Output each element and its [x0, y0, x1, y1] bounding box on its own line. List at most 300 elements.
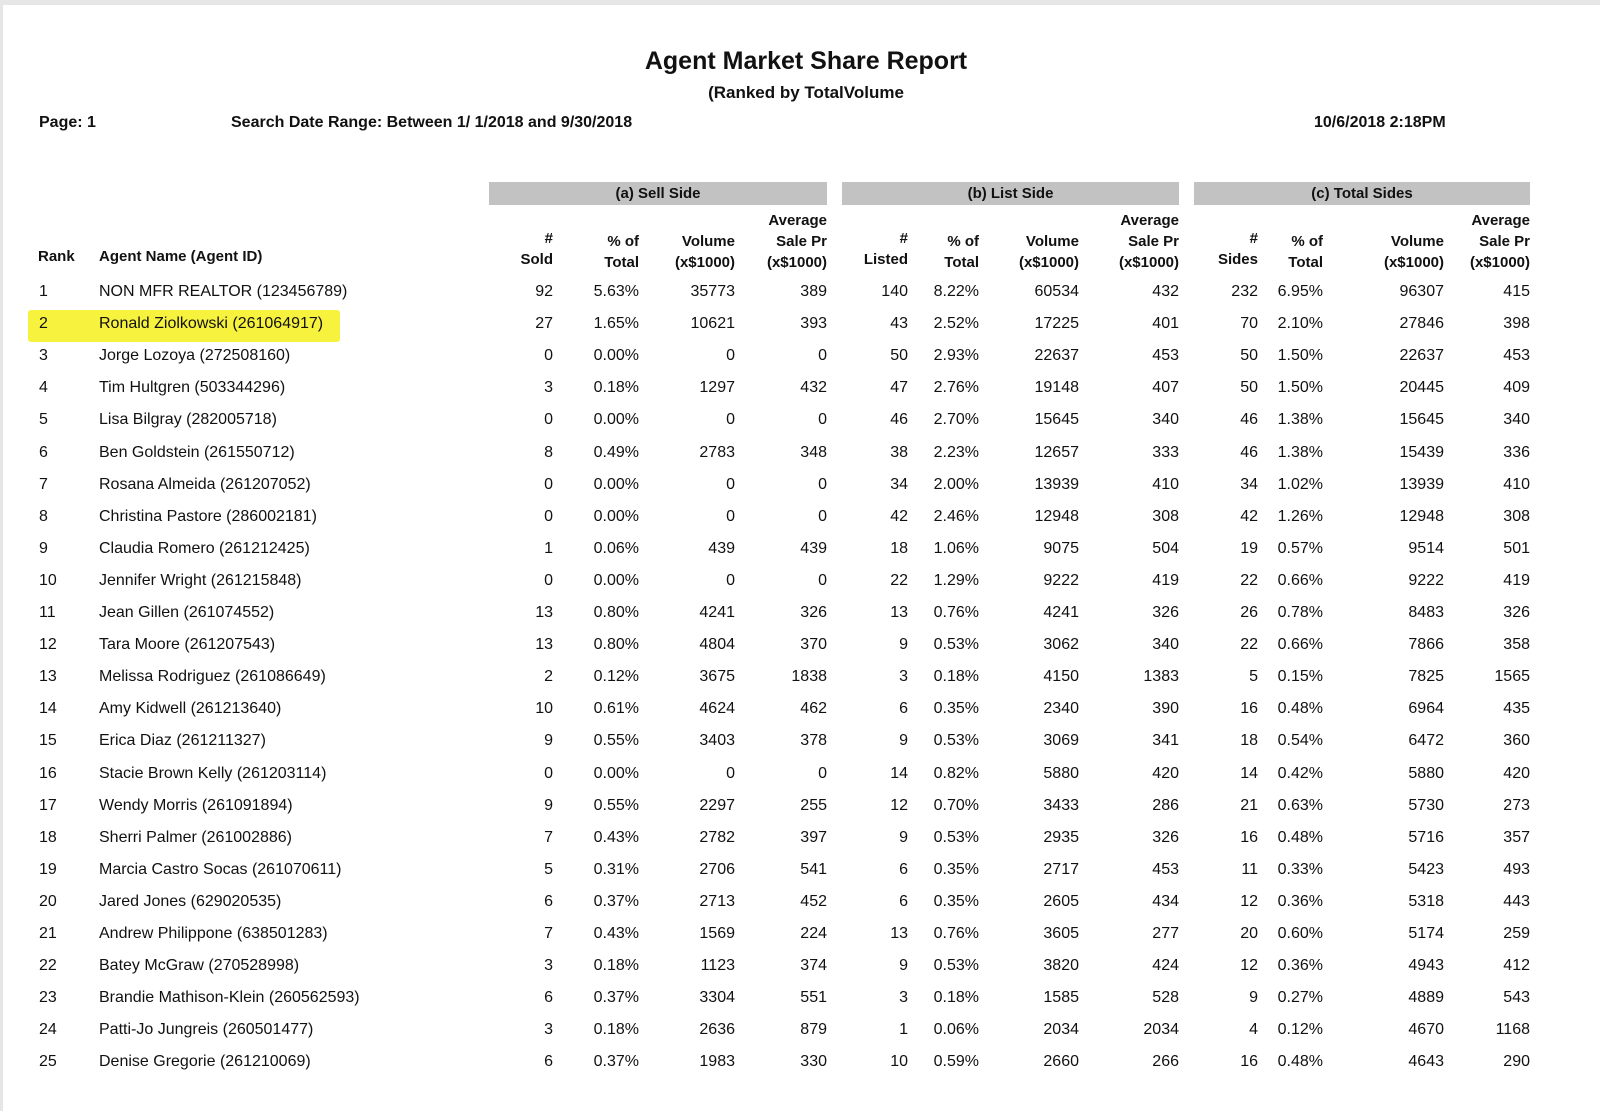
sides-cell: 12 — [1240, 892, 1258, 910]
list-pct-cell: 1.29% — [933, 571, 979, 589]
total-pct-cell: 0.12% — [1277, 1021, 1323, 1039]
total-volume-cell: 7866 — [1408, 636, 1444, 654]
column-header-line: # — [1249, 230, 1258, 247]
agent-name-cell: Batey McGraw (270528998) — [99, 957, 300, 975]
sold-cell: 27 — [535, 315, 553, 333]
sell-pct-cell: 0.80% — [593, 636, 639, 654]
sell-pct-cell: 0.80% — [593, 604, 639, 621]
total-pct-cell: 0.63% — [1277, 796, 1323, 814]
group-header-sell-side: (a) Sell Side — [489, 182, 827, 205]
list-avg-price-cell: 266 — [1152, 1053, 1179, 1071]
sell-avg-price-cell: 370 — [800, 636, 827, 654]
total-avg-price-cell: 415 — [1503, 283, 1530, 300]
sell-avg-price-cell: 879 — [800, 1021, 827, 1039]
list-pct-cell: 2.23% — [933, 443, 979, 461]
column-header-line: # — [899, 230, 908, 247]
list-pct-cell: 2.93% — [933, 347, 979, 365]
table-row — [3, 439, 1600, 469]
sold-cell: 0 — [544, 764, 553, 782]
list-volume-cell: 3605 — [1043, 925, 1079, 942]
sell-volume-cell: 3675 — [699, 668, 735, 686]
sides-cell: 34 — [1240, 475, 1258, 493]
column-header-line: % of — [1291, 233, 1323, 250]
total-avg-price-cell: 273 — [1503, 796, 1530, 814]
column-header-sell-avg-price — [767, 210, 827, 273]
column-header-line: (x$1000) — [1018, 254, 1079, 271]
sold-cell: 92 — [535, 283, 553, 300]
rank-cell: 20 — [39, 892, 57, 910]
page-number: Page: 1 — [39, 114, 96, 131]
total-avg-price-cell: 493 — [1503, 860, 1530, 878]
sold-cell: 9 — [544, 796, 553, 814]
sell-pct-cell: 0.00% — [593, 411, 639, 429]
agent-name-cell: Denise Gregorie (261210069) — [99, 1053, 311, 1071]
rank-cell: 14 — [39, 700, 57, 718]
rank-cell: 15 — [39, 732, 57, 750]
sell-avg-price-cell: 1838 — [791, 668, 827, 686]
table-row — [3, 695, 1600, 725]
total-pct-cell: 0.48% — [1277, 828, 1323, 846]
table-row — [3, 856, 1600, 886]
table-row — [3, 503, 1600, 533]
table-row — [3, 663, 1600, 693]
list-pct-cell: 0.59% — [933, 1053, 979, 1071]
list-avg-price-cell: 407 — [1152, 379, 1179, 397]
column-header-line: Volume — [1390, 233, 1444, 250]
sell-pct-cell: 0.61% — [593, 700, 639, 718]
sell-avg-price-cell: 452 — [800, 892, 827, 910]
list-avg-price-cell: 286 — [1152, 796, 1179, 814]
agent-name-cell: Andrew Philippone (638501283) — [99, 925, 328, 942]
total-avg-price-cell: 420 — [1503, 764, 1530, 782]
agent-name-cell: Jared Jones (629020535) — [99, 892, 282, 910]
report-title: Agent Market Share Report — [644, 47, 968, 75]
column-header-line: (x$1000) — [1118, 254, 1179, 271]
total-pct-cell: 0.33% — [1277, 860, 1323, 878]
list-pct-cell: 0.35% — [933, 892, 979, 910]
listed-cell: 47 — [890, 379, 908, 397]
list-volume-cell: 2605 — [1043, 892, 1079, 910]
group-header-list-side: (b) List Side — [842, 182, 1179, 205]
sell-volume-cell: 0 — [726, 764, 735, 782]
sell-volume-cell: 2782 — [699, 828, 735, 846]
listed-cell: 13 — [890, 604, 908, 621]
column-header-total-volume — [1384, 231, 1444, 273]
total-pct-cell: 1.38% — [1277, 411, 1323, 429]
rank-cell: 9 — [39, 539, 48, 557]
list-avg-price-cell: 453 — [1152, 347, 1179, 365]
agent-name-cell: Wendy Morris (261091894) — [99, 796, 293, 814]
list-volume-cell: 4241 — [1043, 604, 1079, 621]
total-avg-price-cell: 1565 — [1494, 668, 1530, 686]
sold-cell: 13 — [535, 604, 553, 621]
total-avg-price-cell: 358 — [1503, 636, 1530, 654]
sold-cell: 6 — [544, 1053, 553, 1071]
listed-cell: 3 — [899, 989, 908, 1007]
rank-cell: 4 — [39, 379, 48, 397]
sell-pct-cell: 0.55% — [593, 796, 639, 814]
list-pct-cell: 0.53% — [933, 957, 979, 975]
agent-name-cell: Marcia Castro Socas (261070611) — [99, 860, 342, 878]
table-row — [3, 727, 1600, 757]
sold-cell: 3 — [544, 1021, 553, 1039]
listed-cell: 46 — [890, 411, 908, 429]
column-header-listed — [864, 228, 908, 270]
rank-cell: 10 — [39, 571, 57, 589]
list-volume-cell: 3062 — [1043, 636, 1079, 654]
list-avg-price-cell: 326 — [1152, 828, 1179, 846]
total-volume-cell: 13939 — [1399, 475, 1444, 493]
agent-name-cell: Amy Kidwell (261213640) — [99, 700, 282, 718]
report-subtitle: (Ranked by TotalVolume — [708, 83, 904, 102]
sides-cell: 21 — [1240, 796, 1258, 814]
list-volume-cell: 15645 — [1034, 411, 1079, 429]
sell-pct-cell: 0.43% — [593, 925, 639, 942]
column-header-line: (x$1000) — [766, 254, 827, 271]
total-pct-cell: 0.15% — [1277, 668, 1323, 686]
list-avg-price-cell: 1383 — [1143, 668, 1179, 686]
table-row — [3, 1048, 1600, 1078]
sell-volume-cell: 0 — [726, 571, 735, 589]
rank-cell: 13 — [39, 668, 57, 686]
list-volume-cell: 2717 — [1043, 860, 1079, 878]
list-volume-cell: 4150 — [1043, 668, 1079, 686]
list-pct-cell: 0.18% — [933, 989, 979, 1007]
agent-name-cell: Christina Pastore (286002181) — [99, 507, 317, 525]
total-volume-cell: 5423 — [1408, 860, 1444, 878]
sell-avg-price-cell: 348 — [800, 443, 827, 461]
agent-name-cell: Tim Hultgren (503344296) — [99, 379, 286, 397]
list-avg-price-cell: 340 — [1152, 411, 1179, 429]
sell-volume-cell: 3304 — [699, 989, 735, 1007]
table-row — [3, 984, 1600, 1014]
total-pct-cell: 1.26% — [1277, 507, 1323, 525]
sell-avg-price-cell: 439 — [800, 539, 827, 557]
listed-cell: 9 — [899, 636, 908, 654]
sides-cell: 46 — [1240, 443, 1258, 461]
total-pct-cell: 1.50% — [1277, 347, 1323, 365]
list-pct-cell: 0.53% — [933, 636, 979, 654]
column-header-line: Average — [1120, 212, 1179, 229]
column-header-total-pct — [1288, 231, 1323, 273]
total-volume-cell: 5730 — [1408, 796, 1444, 814]
sell-pct-cell: 0.00% — [593, 507, 639, 525]
list-avg-price-cell: 2034 — [1143, 1021, 1179, 1039]
list-volume-cell: 1585 — [1043, 989, 1079, 1007]
total-volume-cell: 5318 — [1408, 892, 1444, 910]
sell-avg-price-cell: 378 — [800, 732, 827, 750]
sold-cell: 0 — [544, 571, 553, 589]
listed-cell: 3 — [899, 668, 908, 686]
list-volume-cell: 9222 — [1043, 571, 1079, 589]
agent-name-cell: Jorge Lozoya (272508160) — [99, 347, 291, 365]
column-header-sides — [1218, 228, 1258, 270]
list-volume-cell: 5880 — [1043, 764, 1079, 782]
list-volume-cell: 12657 — [1034, 443, 1079, 461]
list-avg-price-cell: 410 — [1152, 475, 1179, 493]
column-header-agent: Agent Name (Agent ID) — [99, 248, 263, 265]
list-avg-price-cell: 390 — [1152, 700, 1179, 718]
sell-avg-price-cell: 462 — [800, 700, 827, 718]
print-timestamp: 10/6/2018 2:18PM — [1314, 114, 1446, 131]
list-pct-cell: 0.53% — [933, 828, 979, 846]
listed-cell: 14 — [890, 764, 908, 782]
sell-avg-price-cell: 0 — [818, 347, 827, 365]
rank-cell: 3 — [39, 347, 48, 365]
listed-cell: 6 — [899, 892, 908, 910]
rank-cell: 7 — [39, 475, 48, 493]
sell-avg-price-cell: 389 — [800, 283, 827, 300]
listed-cell: 22 — [890, 571, 908, 589]
total-avg-price-cell: 290 — [1503, 1053, 1530, 1071]
total-pct-cell: 0.48% — [1277, 700, 1323, 718]
list-avg-price-cell: 326 — [1152, 604, 1179, 621]
list-volume-cell: 2340 — [1043, 700, 1079, 718]
column-header-total-avg-price — [1470, 210, 1530, 273]
total-avg-price-cell: 398 — [1503, 315, 1530, 333]
column-header-line: Average — [1471, 212, 1530, 229]
agent-name-cell: Brandie Mathison-Klein (260562593) — [99, 989, 360, 1007]
total-volume-cell: 22637 — [1399, 347, 1444, 365]
list-avg-price-cell: 434 — [1152, 892, 1179, 910]
table-row — [3, 310, 1600, 340]
list-avg-price-cell: 341 — [1152, 732, 1179, 750]
sell-pct-cell: 0.00% — [593, 764, 639, 782]
total-avg-price-cell: 443 — [1503, 892, 1530, 910]
rank-cell: 25 — [39, 1053, 57, 1071]
list-volume-cell: 2935 — [1043, 828, 1079, 846]
sides-cell: 4 — [1249, 1021, 1258, 1039]
rank-cell: 18 — [39, 828, 57, 846]
total-avg-price-cell: 410 — [1503, 475, 1530, 493]
list-pct-cell: 2.76% — [933, 379, 979, 397]
total-volume-cell: 96307 — [1399, 283, 1444, 300]
listed-cell: 140 — [881, 283, 908, 300]
sell-volume-cell: 2297 — [699, 796, 735, 814]
sell-pct-cell: 0.31% — [593, 860, 639, 878]
listed-cell: 18 — [890, 539, 908, 557]
column-header-line: Total — [604, 254, 639, 271]
search-date-range: Search Date Range: Between 1/ 1/2018 and 9/30/2018 — [231, 114, 633, 131]
sell-pct-cell: 0.00% — [593, 347, 639, 365]
list-volume-cell: 2034 — [1043, 1021, 1079, 1039]
total-pct-cell: 0.54% — [1277, 732, 1323, 750]
table-row — [3, 567, 1600, 597]
sold-cell: 3 — [544, 379, 553, 397]
column-header-line: Sale Pr — [1128, 233, 1179, 250]
sides-cell: 26 — [1240, 604, 1258, 621]
sell-volume-cell: 2706 — [699, 860, 735, 878]
total-pct-cell: 2.10% — [1277, 315, 1323, 333]
total-avg-price-cell: 419 — [1503, 571, 1530, 589]
total-avg-price-cell: 435 — [1503, 700, 1530, 718]
table-row — [3, 535, 1600, 565]
column-header-line: (x$1000) — [674, 254, 735, 271]
column-header-list-volume — [1019, 231, 1079, 273]
total-avg-price-cell: 412 — [1503, 957, 1530, 975]
total-volume-cell: 7825 — [1408, 668, 1444, 686]
table-row — [3, 342, 1600, 372]
sell-avg-price-cell: 0 — [818, 571, 827, 589]
sell-avg-price-cell: 393 — [800, 315, 827, 333]
sides-cell: 14 — [1240, 764, 1258, 782]
total-avg-price-cell: 336 — [1503, 443, 1530, 461]
rank-cell: 22 — [39, 957, 57, 975]
table-row — [3, 920, 1600, 950]
sold-cell: 2 — [544, 668, 553, 686]
agent-name-cell: Jean Gillen (261074552) — [99, 604, 275, 621]
sides-cell: 46 — [1240, 411, 1258, 429]
column-header-line: Sale Pr — [1479, 233, 1530, 250]
sold-cell: 7 — [544, 925, 553, 942]
table-row — [3, 471, 1600, 501]
total-volume-cell: 15645 — [1399, 411, 1444, 429]
sides-cell: 11 — [1241, 860, 1258, 878]
report-page — [3, 5, 1600, 1111]
list-pct-cell: 2.46% — [933, 507, 979, 525]
total-pct-cell: 0.66% — [1277, 571, 1323, 589]
listed-cell: 6 — [899, 860, 908, 878]
column-header-sell-pct — [604, 231, 639, 273]
sides-cell: 19 — [1240, 539, 1258, 557]
sold-cell: 0 — [544, 475, 553, 493]
total-avg-price-cell: 453 — [1503, 347, 1530, 365]
total-pct-cell: 0.27% — [1277, 989, 1323, 1007]
list-pct-cell: 0.53% — [933, 732, 979, 750]
sell-volume-cell: 2713 — [699, 892, 735, 910]
sell-volume-cell: 1123 — [700, 957, 735, 975]
group-header-total-sides: (c) Total Sides — [1194, 182, 1530, 205]
total-volume-cell: 4889 — [1408, 989, 1444, 1007]
sell-volume-cell: 1297 — [699, 379, 735, 397]
sides-cell: 18 — [1240, 732, 1258, 750]
list-volume-cell: 19148 — [1034, 379, 1079, 397]
total-pct-cell: 1.50% — [1277, 379, 1323, 397]
list-pct-cell: 2.70% — [933, 411, 979, 429]
sell-pct-cell: 0.06% — [593, 539, 639, 557]
list-volume-cell: 3069 — [1043, 732, 1079, 750]
list-avg-price-cell: 419 — [1152, 571, 1179, 589]
column-header-list-pct — [944, 231, 979, 273]
total-avg-price-cell: 340 — [1503, 411, 1530, 429]
total-pct-cell: 1.02% — [1277, 475, 1323, 493]
column-header-line: % of — [607, 233, 639, 250]
sides-cell: 12 — [1240, 957, 1258, 975]
sides-cell: 232 — [1231, 283, 1258, 300]
agent-name-cell: Melissa Rodriguez (261086649) — [99, 668, 326, 686]
total-volume-cell: 12948 — [1399, 507, 1444, 525]
table-row — [3, 631, 1600, 661]
sell-pct-cell: 0.43% — [593, 828, 639, 846]
column-header-sell-volume — [675, 231, 735, 273]
table-row — [3, 792, 1600, 822]
list-avg-price-cell: 504 — [1152, 539, 1179, 557]
total-volume-cell: 9222 — [1408, 571, 1444, 589]
column-header-line: Total — [1288, 254, 1323, 271]
total-volume-cell: 5880 — [1408, 764, 1444, 782]
list-pct-cell: 0.35% — [933, 700, 979, 718]
list-avg-price-cell: 308 — [1152, 507, 1179, 525]
sides-cell: 50 — [1240, 379, 1258, 397]
sides-cell: 22 — [1240, 571, 1258, 589]
rank-cell: 21 — [39, 925, 57, 942]
sell-volume-cell: 4804 — [699, 636, 735, 654]
list-pct-cell: 0.06% — [933, 1021, 979, 1039]
list-pct-cell: 2.00% — [933, 475, 979, 493]
column-header-line: Listed — [863, 251, 908, 268]
listed-cell: 42 — [890, 507, 908, 525]
sell-volume-cell: 0 — [726, 411, 735, 429]
column-header-line: (x$1000) — [1383, 254, 1444, 271]
total-pct-cell: 1.38% — [1277, 443, 1323, 461]
table-row — [3, 824, 1600, 854]
sell-volume-cell: 1983 — [699, 1053, 735, 1071]
sell-pct-cell: 0.18% — [593, 379, 639, 397]
listed-cell: 9 — [899, 732, 908, 750]
sold-cell: 7 — [544, 828, 553, 846]
agent-name-cell: Erica Diaz (261211327) — [99, 732, 266, 750]
total-volume-cell: 9514 — [1408, 539, 1444, 557]
sold-cell: 1 — [544, 539, 553, 557]
total-volume-cell: 6472 — [1408, 732, 1444, 750]
sell-avg-price-cell: 224 — [800, 925, 827, 942]
listed-cell: 9 — [899, 828, 908, 846]
sell-volume-cell: 3403 — [699, 732, 735, 750]
list-volume-cell: 17225 — [1034, 315, 1079, 333]
list-pct-cell: 0.35% — [933, 860, 979, 878]
sell-pct-cell: 0.37% — [593, 989, 639, 1007]
sell-avg-price-cell: 0 — [818, 475, 827, 493]
total-volume-cell: 4670 — [1408, 1021, 1444, 1039]
sell-pct-cell: 0.18% — [593, 1021, 639, 1039]
column-header-line: (x$1000) — [1469, 254, 1530, 271]
table-row — [3, 599, 1600, 629]
table-row — [3, 278, 1600, 308]
total-pct-cell: 6.95% — [1277, 283, 1323, 300]
list-volume-cell: 60534 — [1034, 283, 1079, 300]
sell-volume-cell: 4241 — [699, 604, 735, 621]
listed-cell: 38 — [890, 443, 908, 461]
total-pct-cell: 0.78% — [1277, 604, 1323, 621]
list-volume-cell: 2660 — [1043, 1053, 1079, 1071]
total-avg-price-cell: 326 — [1503, 604, 1530, 621]
sold-cell: 9 — [544, 732, 553, 750]
sell-volume-cell: 0 — [726, 507, 735, 525]
agent-name-cell: NON MFR REALTOR (123456789) — [99, 283, 348, 300]
column-header-line: # — [544, 230, 553, 247]
sell-avg-price-cell: 330 — [800, 1053, 827, 1071]
list-pct-cell: 0.70% — [933, 796, 979, 814]
list-pct-cell: 0.82% — [933, 764, 979, 782]
sides-cell: 22 — [1240, 636, 1258, 654]
list-avg-price-cell: 277 — [1152, 925, 1179, 942]
list-avg-price-cell: 333 — [1152, 443, 1179, 461]
sell-pct-cell: 0.37% — [593, 892, 639, 910]
list-avg-price-cell: 401 — [1152, 315, 1179, 333]
list-avg-price-cell: 432 — [1152, 283, 1179, 300]
rank-cell: 12 — [39, 636, 57, 654]
list-volume-cell: 22637 — [1034, 347, 1079, 365]
total-avg-price-cell: 357 — [1503, 828, 1530, 846]
sell-volume-cell: 4624 — [699, 700, 735, 718]
sell-avg-price-cell: 0 — [818, 507, 827, 525]
column-header-line: Sale Pr — [776, 233, 827, 250]
rank-cell: 24 — [39, 1021, 57, 1039]
table-row — [3, 888, 1600, 918]
sell-volume-cell: 0 — [726, 347, 735, 365]
sold-cell: 13 — [535, 636, 553, 654]
sell-pct-cell: 0.00% — [593, 475, 639, 493]
